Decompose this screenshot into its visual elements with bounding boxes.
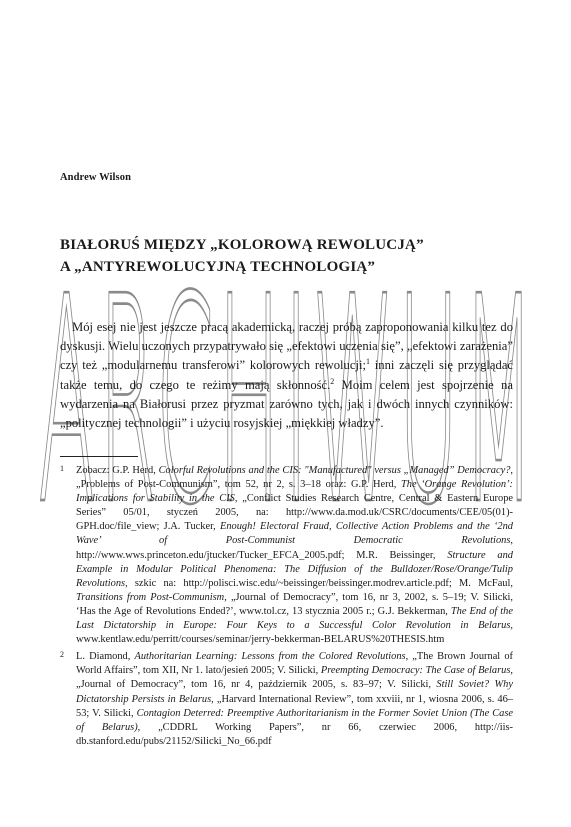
footnote-text: , szkic na: http://polisci.wisc.edu/~beissinger/beissinger.modrev.article.pdf; M. McFaul, <box>125 577 513 589</box>
body-text-part-1: Mój esej nie jest jeszcze pracą akademicką, raczej próbą zaproponowania kilku tez do dyskusji. Wielu uczonych przypatrywało się „efektowi uczenia się”, „efektowi zarażenia” czy też „modularnemu transferowi” kolorowych rewolucji; <box>60 320 513 373</box>
footnote-text: , „CDDRL Working Papers”, nr 66, czerwiec 2006, http://iis-db.stanford.edu/pubs/21152/Silicki_No_66.pdf <box>76 721 513 747</box>
footnotes <box>60 464 513 752</box>
footnote-text: , www.kentlaw.edu/perritt/courses/seminar/jerry-bekkerman-BELARUS%20THESIS.htm <box>76 620 513 646</box>
footnote-text: , „Problems of Post-Communism”, tom 52, nr 2, s. 3–18 oraz: G.P. Herd, <box>76 465 513 491</box>
footnote-2 <box>60 650 513 749</box>
body-text-part-3: Moim celem jest spojrzenie na wydarzenia na Białorusi przez pryzmat zarówno tych, jak i dwóch innych czynników: „politycznej technologii” i użyciu rosyjskiej „miękkiej władzy”. <box>60 377 513 431</box>
footnote-1 <box>60 464 513 647</box>
author-name: Andrew Wilson <box>60 172 132 183</box>
footnote-text: , „Conflict Studies Research Centre, Central & Eastern Europe Series” 05/01, styczeń 2005, na: http://www.da.mod.uk/CSRC/documents/CEE/05(01)-GPH.doc/file_view; J.A. Tucker, <box>76 493 514 533</box>
footnote-text: , „Harvard International Review”, tom xxviii, nr 1, wiosna 2006, s. 46–53; V. Silicki, <box>76 693 513 719</box>
body-paragraph <box>60 318 513 433</box>
footnote-work-title: The ‘Orange Revolution’: Implications for Stability in the CIS <box>76 479 513 505</box>
footnote-text: L. Diamond, <box>76 651 135 663</box>
footnote-work-title: Still Soviet? Why Dictatorship Persists in Belarus <box>76 679 513 705</box>
footnote-work-title: Transitions from Post-Communism <box>76 591 225 603</box>
footnote-text: Zobacz: G.P. Herd, <box>76 465 159 476</box>
footnote-number: 1 <box>60 464 64 473</box>
footnote-work-title: Preempting Democracy: The Case of Belarus <box>320 665 511 677</box>
title-line-2: A „ANTYREWOLUCYJNĄ TECHNOLOGIĄ” <box>60 259 376 275</box>
footnote-ref-1[interactable]: 1 <box>365 357 370 367</box>
footnote-text: , „The Brown Journal of World Affairs”, tom XII, Nr 1. lato/jesień 2005; V. Silicki, <box>76 651 513 677</box>
footnote-work-title: Colorful Revolutions and the CIS: "Manufactured" versus „Managed” Democracy? <box>158 465 511 476</box>
footnote-ref-2[interactable]: 2 <box>330 376 335 386</box>
title-line-1: BIAŁORUŚ MIĘDZY „KOLOROWĄ REWOLUCJĄ” <box>60 237 424 253</box>
footnote-divider <box>60 456 138 457</box>
footnote-work-title: Enough! Electoral Fraud, Collective Action Problems and the ‘2nd Wave’ of Post-Communist Democratic Revolutions <box>76 521 513 547</box>
footnote-work-title: Authoritarian Learning: Lessons from the Colored Revolutions <box>134 651 406 663</box>
watermark-text: ARCHIWUM <box>38 235 538 568</box>
footnote-text: , „Journal of Democracy”, tom 16, nr 3, 2002, s. 5–19; V. Silicki, ‘Has the Age of Revolutions Ended?’, www.tol.cz, 13 stycznia 2005 r.; G.J. Bekkerman, <box>76 591 514 617</box>
footnote-work-title: Structure and Example in Modular Political Phenomena: The Diffusion of the Bulldozer/Rose/Orange/Tulip Revolutions <box>76 549 514 589</box>
body-text-part-2: inni zaczęli się przyglądać także temu, do czego te reżimy mają skłonność. <box>60 358 513 392</box>
article-title <box>60 234 513 278</box>
footnote-work-title: Contagion Deterred: Preemptive Authoritarianism in the Former Soviet Union (The Case of Belarus) <box>76 707 513 733</box>
footnote-number: 2 <box>60 650 64 660</box>
footnote-text: , „Journal of Democracy”, tom 16, nr 4, październik 2005, s. 83–97; V. Silicki, <box>76 665 514 691</box>
footnote-work-title: The End of the Last Dictatorship in Europe: Four Keys to a Successful Color Revolution in Belarus <box>76 605 513 632</box>
footnote-text: , http://www.wws.princeton.edu/jtucker/Tucker_EFCA_2005.pdf; M.R. Beissinger, <box>76 535 513 561</box>
